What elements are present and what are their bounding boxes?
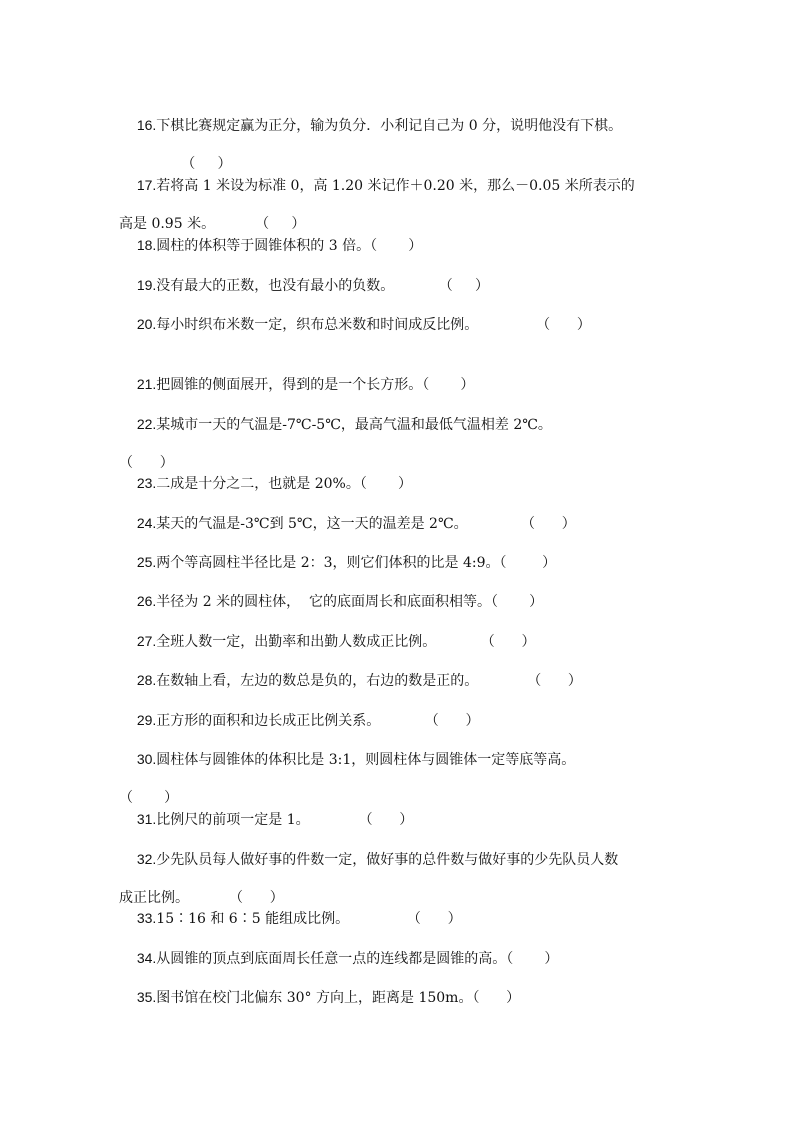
question-text[interactable]: 全班人数一定，出勤率和出勤人数成正比例。 （ ） bbox=[156, 634, 536, 650]
question-number: 29. bbox=[136, 712, 157, 728]
question-text: 少先队员每人做好事的件数一定，做好事的总件数与做好事的少先队员人数 bbox=[156, 852, 619, 868]
question-text-continued[interactable]: 成正比例。 （ ） bbox=[119, 890, 284, 906]
question-text[interactable]: 某天的气温是-3℃到 5℃，这一天的温差是 2℃。 （ ） bbox=[156, 516, 576, 532]
question-number: 32. bbox=[136, 851, 157, 867]
question-text[interactable]: 正方形的面积和边长成正比例关系。 （ ） bbox=[156, 713, 480, 729]
question-number: 21. bbox=[136, 376, 157, 392]
question-number: 35. bbox=[136, 989, 157, 1005]
question-text[interactable]: 图书馆在校门北偏东 30° 方向上，距离是 150m。（ ） bbox=[156, 990, 521, 1006]
question-number: 22. bbox=[136, 416, 157, 432]
question-text[interactable]: 每小时织布米数一定，织布总米数和时间成反比例。 （ ） bbox=[156, 317, 591, 333]
question-text[interactable]: 二成是十分之二，也就是 20%。（ ） bbox=[156, 476, 412, 492]
question-text[interactable]: 从圆锥的顶点到底面周长任意一点的连线都是圆锥的高。（ ） bbox=[156, 951, 559, 967]
question-text-continued[interactable]: 高是 0.95 米。 （ ） bbox=[119, 216, 306, 232]
question-text: 若将高 1 米设为标准 0，高 1.20 米记作＋0.20 米，那么－0.05 米所表示的 bbox=[156, 178, 635, 194]
question-number: 20. bbox=[136, 316, 157, 332]
question-number: 18. bbox=[136, 237, 157, 253]
question-text[interactable]: 半径为 2 米的圆柱体， 它的底面周长和底面积相等。（ ） bbox=[156, 594, 544, 610]
question-text: 某城市一天的气温是-7℃-5℃，最高气温和最低气温相差 2℃。 bbox=[156, 417, 552, 433]
question-number: 34. bbox=[136, 950, 157, 966]
question-text[interactable]: 比例尺的前项一定是 1。 （ ） bbox=[156, 812, 414, 828]
question-text[interactable]: 圆柱的体积等于圆锥体积的 3 倍。（ ） bbox=[156, 238, 423, 254]
question-number: 16. bbox=[136, 117, 157, 133]
answer-bracket[interactable]: （ ） bbox=[119, 156, 232, 172]
question-20 bbox=[119, 296, 699, 354]
answer-bracket[interactable]: （ ） bbox=[119, 455, 174, 471]
answer-bracket[interactable]: （ ） bbox=[119, 790, 179, 806]
question-text[interactable]: 15∶16 和 6∶5 能组成比例。 （ ） bbox=[156, 911, 462, 927]
question-text[interactable]: 没有最大的正数，也没有最小的负数。 （ ） bbox=[156, 278, 490, 294]
question-number: 24. bbox=[136, 515, 157, 531]
question-number: 31. bbox=[136, 811, 157, 827]
question-text: 下棋比赛规定赢为正分，输为负分．小利记自己为 0 分，说明他没有下棋。 bbox=[156, 118, 623, 134]
question-text[interactable]: 把圆锥的侧面展开，得到的是一个长方形。（ ） bbox=[156, 377, 475, 393]
question-number: 28. bbox=[136, 672, 157, 688]
question-text[interactable]: 两个等高圆柱半径比是 2：3，则它们体积的比是 4:9。（ ） bbox=[156, 555, 557, 571]
question-number: 19. bbox=[136, 277, 157, 293]
question-text: 圆柱体与圆锥体的体积比是 3:1，则圆柱体与圆锥体一定等底等高。 bbox=[156, 752, 576, 768]
question-number: 26. bbox=[136, 593, 157, 609]
question-number: 25. bbox=[136, 554, 157, 570]
question-text[interactable]: 在数轴上看，左边的数总是负的，右边的数是正的。 （ ） bbox=[156, 673, 582, 689]
question-number: 23. bbox=[136, 475, 157, 491]
question-number: 17. bbox=[136, 177, 157, 193]
question-number: 27. bbox=[136, 633, 157, 649]
question-number: 30. bbox=[136, 751, 157, 767]
question-35 bbox=[119, 969, 699, 1027]
question-number: 33. bbox=[136, 910, 157, 926]
